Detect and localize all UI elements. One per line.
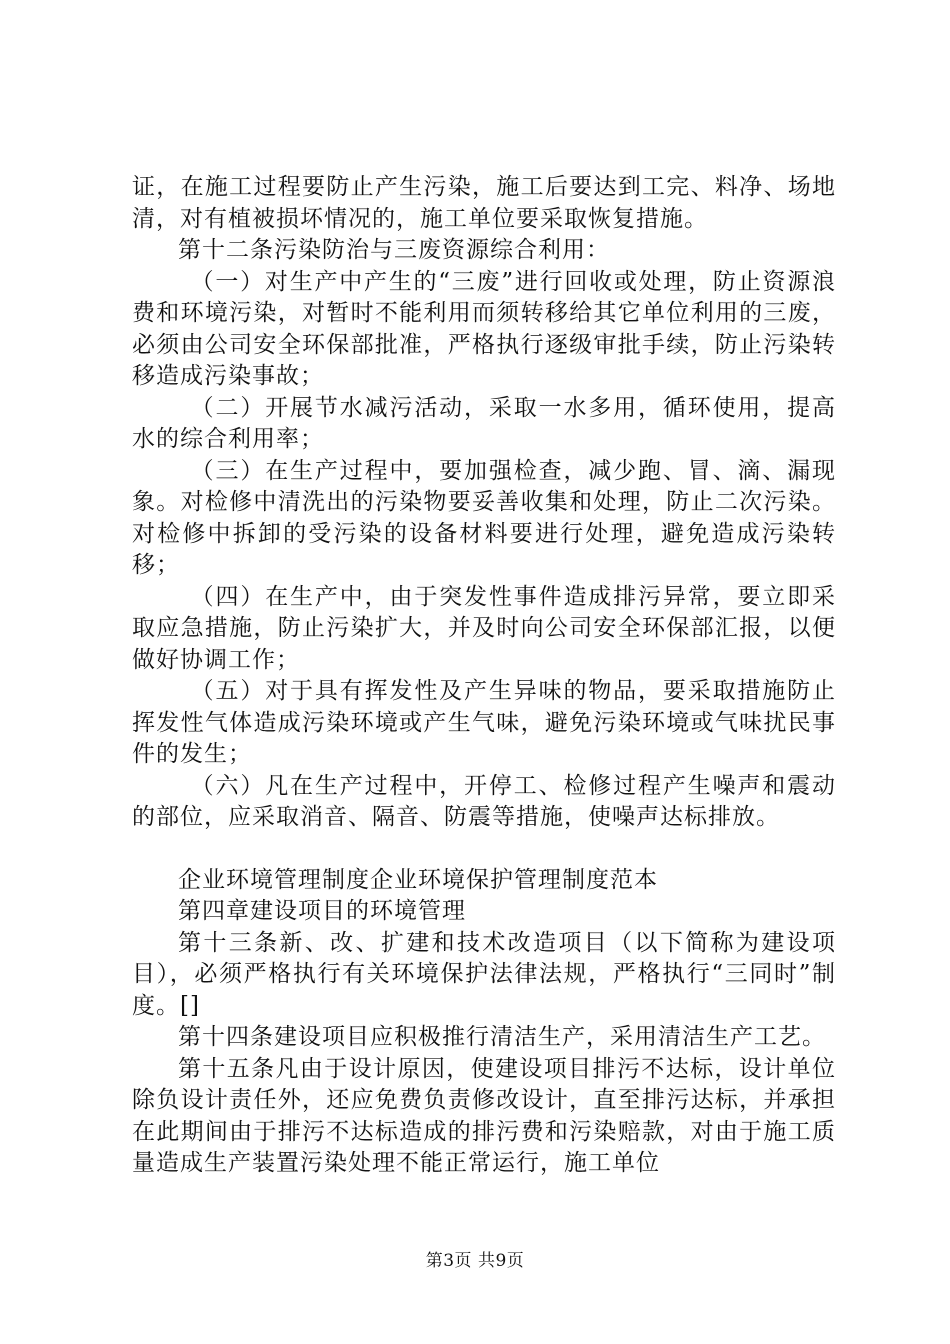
paragraph: （六）凡在生产过程中，开停工、检修过程产生噪声和震动的部位，应采取消音、隔音、防震等措施，使噪声达标排放。 [132,772,836,830]
paragraph: （四）在生产中，由于突发性事件造成排污异常，要立即采取应急措施，防止污染扩大，并及时向公司安全环保部汇报，以便做好协调工作； [132,583,836,673]
document-body [132,172,836,1180]
paragraph: （三）在生产过程中，要加强检查，减少跑、冒、滴、漏现象。对检修中清洗出的污染物要妥善收集和处理，防止二次污染。对检修中拆卸的受污染的设备材料要进行处理，避免造成污染转移； [132,457,836,578]
section-pollution-control [132,172,836,834]
paragraph: （二）开展节水减污活动，采取一水多用，循环使用，提高水的综合利用率； [132,394,836,452]
paragraph: 第十三条新、改、扩建和技术改造项目（以下简称为建设项目），必须严格执行有关环境保护法律法规，严格执行“三同时”制度。[] [132,929,836,1019]
paragraph: 第四章建设项目的环境管理 [178,898,466,924]
paragraph: （五）对于具有挥发性及产生异味的物品，要采取措施防止挥发性气体造成污染环境或产生气味，避免污染环境或气味扰民事件的发生； [132,678,836,767]
paragraph: 企业环境管理制度企业环境保护管理制度范本 [178,866,658,893]
section-construction-projects [132,865,836,1180]
section-gap [132,834,836,865]
page-footer: 第3页 共9页 [425,1251,525,1271]
paragraph: 证，在施工过程要防止产生污染，施工后要达到工完、料净、场地清，对有植被损坏情况的，施工单位要采取恢复措施。 [132,174,836,232]
paragraph: 第十四条建设项目应积极推行清洁生产，采用清洁生产工艺。 [178,1024,826,1050]
paragraph: （一）对生产中产生的“三废”进行回收或处理，防止资源浪费和环境污染，对暂时不能利用而须转移给其它单位利用的三废，必须由公司安全环保部批准，严格执行逐级审批手续，防止污染转移造成污染事故； [132,268,836,389]
paragraph: 第十二条污染防治与三废资源综合利用： [178,237,610,263]
paragraph: 第十五条凡由于设计原因，使建设项目排污不达标，设计单位除负设计责任外，还应免费负责修改设计，直至排污达标，并承担在此期间由于排污不达标造成的排污费和污染赔款，对由于施工质量造成生产装置污染处理不能正常运行，施工单位 [132,1055,836,1176]
